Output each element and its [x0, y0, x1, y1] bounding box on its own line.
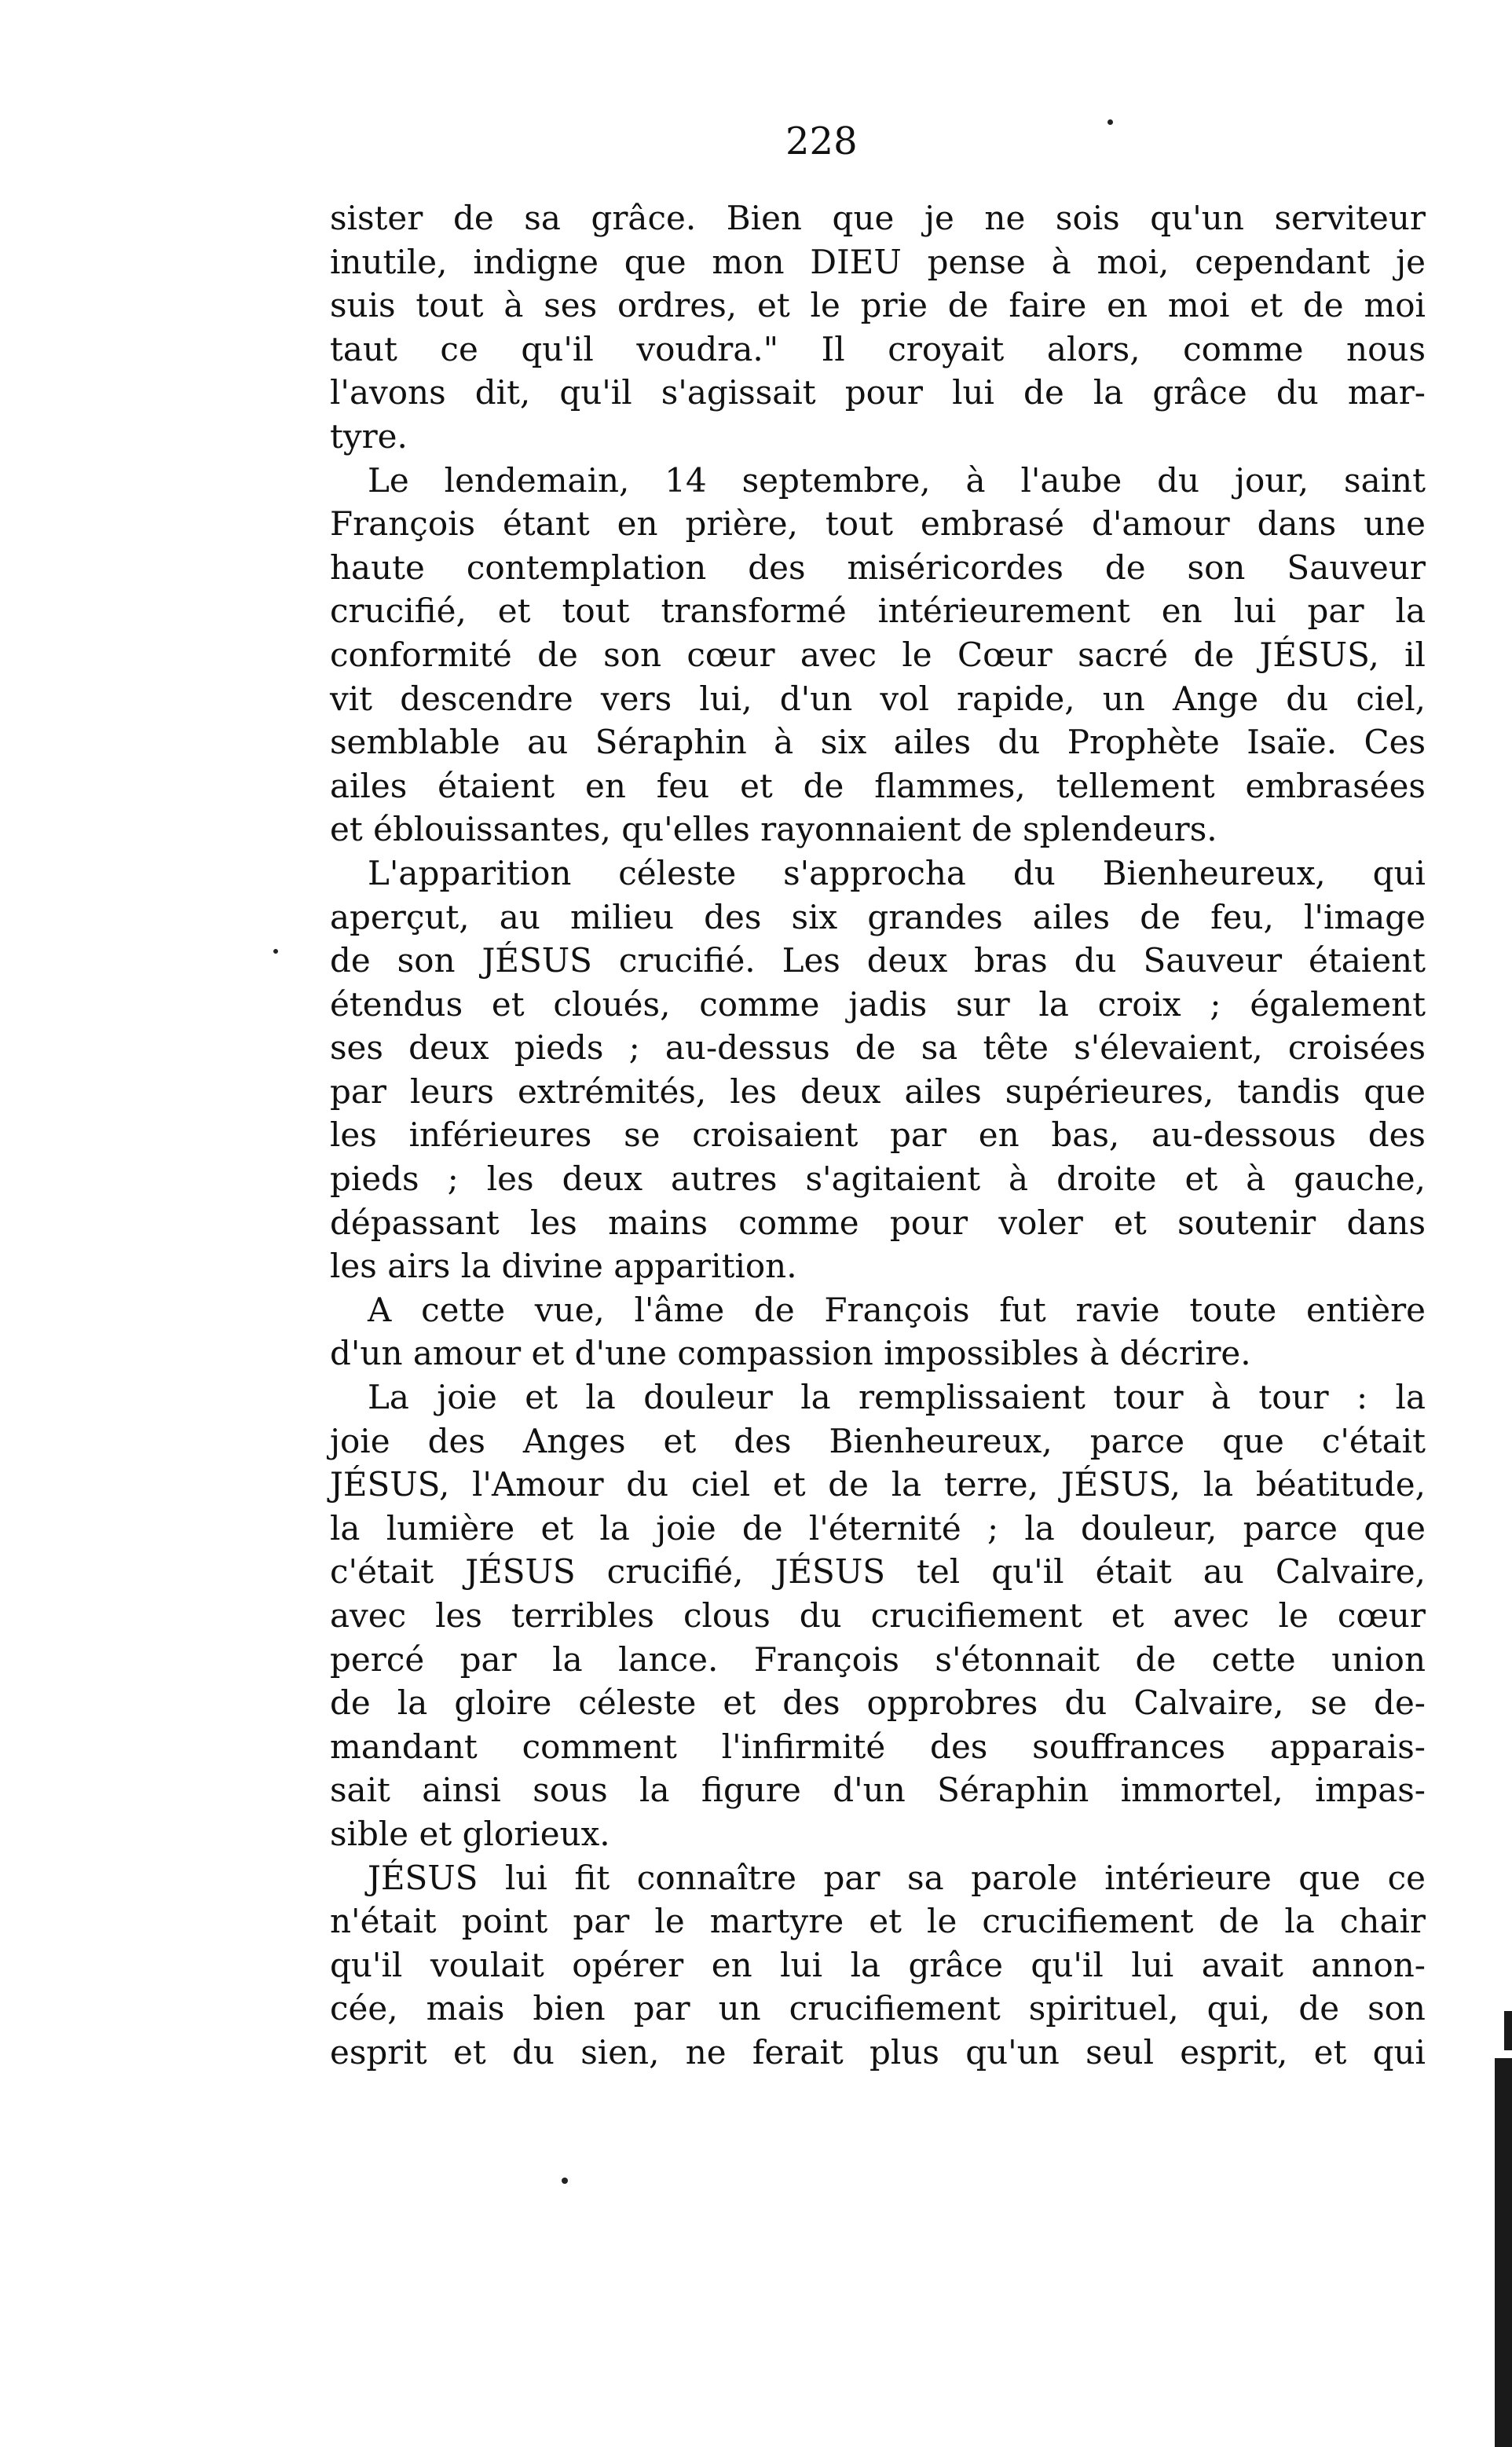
text-line: n'était point par le martyre et le crucifiement de la chair — [330, 1902, 1426, 1941]
text-line: les airs la divine apparition. — [330, 1247, 797, 1286]
page-number: 228 — [785, 119, 858, 163]
paragraph-start-line: JÉSUS lui fit connaître par sa parole intérieure que ce — [368, 1858, 1426, 1897]
text-line: par leurs extrémités, les deux ailes supérieures, tandis que — [330, 1071, 1426, 1111]
paragraph-start-line: A cette vue, l'âme de François fut ravie toute entière — [368, 1290, 1426, 1329]
text-line: crucifié, et tout transformé intérieurement en lui par la — [330, 592, 1426, 631]
page-edge-shadow — [1495, 2058, 1512, 2447]
text-line: percé par la lance. François s'étonnait de cette union — [330, 1639, 1426, 1679]
print-speck — [1107, 119, 1113, 125]
text-line: de la gloire céleste et des opprobres du Calvaire, se de- — [330, 1683, 1426, 1723]
text-line: étendus et cloués, comme jadis sur la croix ; également — [330, 984, 1426, 1024]
text-line: l'avons dit, qu'il s'agissait pour lui de la grâce du mar- — [330, 373, 1426, 412]
paragraph-start-line: Le lendemain, 14 septembre, à l'aube du jour, saint — [368, 460, 1426, 500]
text-line: mandant comment l'infirmité des souffrances apparais- — [330, 1727, 1426, 1766]
body-text — [330, 196, 1426, 2075]
text-line: taut ce qu'il voudra." Il croyait alors, comme nous — [330, 329, 1426, 368]
text-line: JÉSUS, l'Amour du ciel et de la terre, JÉSUS, la béatitude, — [330, 1465, 1426, 1504]
text-line: François étant en prière, tout embrasé d'amour dans une — [330, 504, 1426, 544]
text-line: dépassant les mains comme pour voler et soutenir dans — [330, 1203, 1426, 1242]
bottom-speck — [562, 2178, 568, 2184]
paragraph-start-line: L'apparition céleste s'approcha du Bienheureux, qui — [368, 853, 1426, 892]
text-line: conformité de son cœur avec le Cœur sacré de JÉSUS, il — [330, 635, 1426, 674]
text-line: la lumière et la joie de l'éternité ; la douleur, parce que — [330, 1508, 1426, 1548]
text-line: aperçut, au milieu des six grandes ailes de feu, l'image — [330, 897, 1426, 936]
text-line: qu'il voulait opérer en lui la grâce qu'il lui avait annon- — [330, 1945, 1426, 1984]
text-line: tyre. — [330, 416, 408, 456]
text-line: les inférieures se croisaient par en bas, au-dessous des — [330, 1115, 1426, 1155]
text-line: sister de sa grâce. Bien que je ne sois qu'un serviteur — [330, 199, 1426, 237]
text-line: d'un amour et d'une compassion impossibles à décrire. — [330, 1334, 1251, 1373]
page-edge-shadow — [1504, 2011, 1512, 2050]
text-line: haute contemplation des miséricordes de son Sauveur — [330, 548, 1426, 587]
text-line: ailes étaient en feu et de flammes, tellement embrasées — [330, 766, 1426, 805]
text-line: avec les terribles clous du crucifiement et avec le cœur — [330, 1596, 1426, 1635]
text-line: joie des Anges et des Bienheureux, parce que c'était — [330, 1421, 1426, 1460]
margin-speck — [273, 949, 278, 954]
text-line: sait ainsi sous la figure d'un Séraphin immortel, impas- — [330, 1771, 1426, 1810]
text-line: sible et glorieux. — [330, 1814, 610, 1853]
text-line: de son JÉSUS crucifié. Les deux bras du Sauveur étaient — [330, 941, 1426, 980]
text-line: esprit et du sien, ne ferait plus qu'un seul esprit, et qui — [330, 2032, 1426, 2072]
text-line: suis tout à ses ordres, et le prie de faire en moi et de moi — [330, 286, 1426, 325]
text-line: semblable au Séraphin à six ailes du Prophète Isaïe. Ces — [330, 723, 1426, 762]
text-line: pieds ; les deux autres s'agitaient à droite et à gauche, — [330, 1159, 1426, 1199]
text-line: ses deux pieds ; au-dessus de sa tête s'élevaient, croisées — [330, 1028, 1426, 1068]
text-line: c'était JÉSUS crucifié, JÉSUS tel qu'il était au Calvaire, — [330, 1552, 1426, 1592]
text-line: et éblouissantes, qu'elles rayonnaient de splendeurs. — [330, 810, 1217, 849]
text-line: vit descendre vers lui, d'un vol rapide, un Ange du ciel, — [330, 679, 1426, 718]
text-line: inutile, indigne que mon DIEU pense à moi, cependant je — [330, 242, 1426, 281]
paragraph-start-line: La joie et la douleur la remplissaient tour à tour : la — [368, 1378, 1426, 1417]
text-line: cée, mais bien par un crucifiement spirituel, qui, de son — [330, 1989, 1426, 2028]
